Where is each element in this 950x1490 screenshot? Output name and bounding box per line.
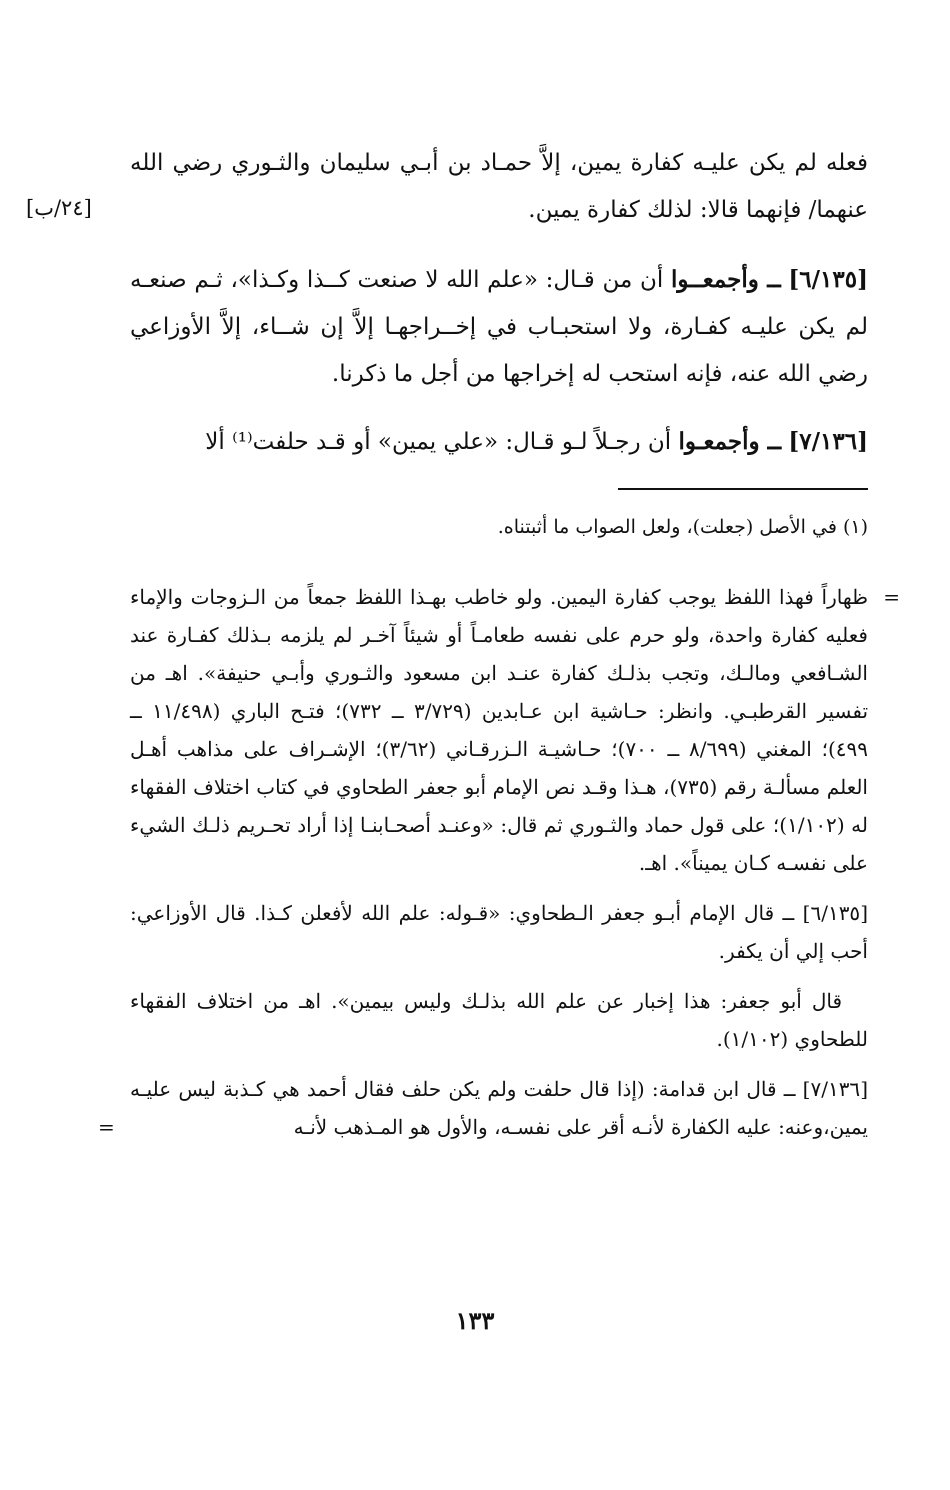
main-paragraph-2	[130, 256, 868, 398]
commentary-text: [٧/١٣٦] ــ قال ابن قدامة: (إذا قال حلفت ولم يكن حلف فقال أحمد هي كـذبة ليس عليـه يمين،وعنه: عليه الكفارة لأنـه أقر على نفسـه، والأول هو المـذهب لأنـه	[130, 1077, 868, 1139]
continuation-marker: =	[883, 585, 900, 609]
main-text	[130, 140, 868, 466]
issue-keyword: ــ وأجمعــوا	[670, 266, 781, 293]
issue-text: أن رجـلاً لـو قـال: «علي يمين» أو قـد حلفت⁽¹⁾ ألا	[205, 429, 679, 455]
main-paragraph-1: فعله لم يكن عليـه كفارة يمين، إلاَّ حمـاد بن أبـي سليمان والثـوري رضي الله عنهما/ فإنهما قالا: لذلك كفارة يمين.	[130, 150, 868, 223]
issue-number: [٧/١٣٦]	[788, 428, 868, 455]
commentary-paragraph-2: [٦/١٣٥] ــ قال الإمام أبـو جعفر الـطحاوي: «قـوله: علم الله لأفعلن كـذا. قال الأوزاعي: أحب إلي أن يكفر.	[130, 901, 868, 963]
footnotes	[130, 510, 868, 544]
commentary	[98, 578, 900, 1146]
commentary-paragraph-1	[130, 578, 900, 882]
commentary-paragraph-3: قال أبو جعفر: هذا إخبار عن علم الله بذلـك وليس بيمين». اهـ من اختلاف الفقهاء للطحاوي (١/١٠٢).	[130, 989, 868, 1051]
issue-keyword: ــ وأجمعـوا	[678, 428, 782, 455]
page-body	[98, 140, 900, 1158]
margin-folio-reference: [٢٤/ب]	[26, 196, 92, 220]
footnote-divider	[618, 488, 868, 490]
continuation-marker: =	[98, 1115, 115, 1139]
issue-text: أن من قـال: «علم الله لا صنعت كــذا وكـذا»، ثـم صنعـه لم يكن عليـه كفـارة، ولا استحبـاب في إخــراجهـا إلاَّ إن شــاء، إلاَّ الأوزاعي رضي الله عنه، فإنه استحب له إخراجها من أجل ما ذكرنا.	[130, 267, 868, 387]
issue-number: [٦/١٣٥]	[788, 266, 869, 293]
footnote-1: (١) في الأصل (جعلت)، ولعل الصواب ما أثبتناه.	[497, 516, 868, 538]
commentary-text: ظهاراً فهذا اللفظ يوجب كفارة اليمين. ولو خاطب بهـذا اللفظ جمعاً من الـزوجات والإماء فعليه كفارة واحدة، ولو حرم على نفسه طعامـاً أو شيئاً آخـر لم يلزمه بـذلك كفـارة عند الشـافعي ومالـك، وتجب بذلـك كفارة عنـد ابن مسعود والثـوري وأبـي حنيفة». اهـ من تفسير القرطبـي. وانظر: حـاشية ابن عـابدين (٣/٧٢٩ ــ ٧٣٢)؛ فتـح الباري (١١/٤٩٨ ــ ٤٩٩)؛ المغني (٨/٦٩٩ ــ ٧٠٠)؛ حـاشيـة الـزرقـاني (٣/٦٢)؛ الإشـراف على مذاهب أهـل العلم مسألـة رقم (٧٣٥)، هـذا وقـد نص الإمام أبو جعفر الطحاوي في كتاب اختلاف الفقهاء له (١/١٠٢)؛ على قول حماد والثـوري ثم قال: «وعنـد أصحـابنـا إذا أراد تحـريم ذلـك الشيء على نفسـه كـان يميناً». اهـ.	[130, 585, 869, 875]
main-paragraph-3	[130, 418, 868, 466]
page-number: ١٣٣	[455, 1306, 495, 1335]
commentary-paragraph-4	[98, 1070, 868, 1146]
